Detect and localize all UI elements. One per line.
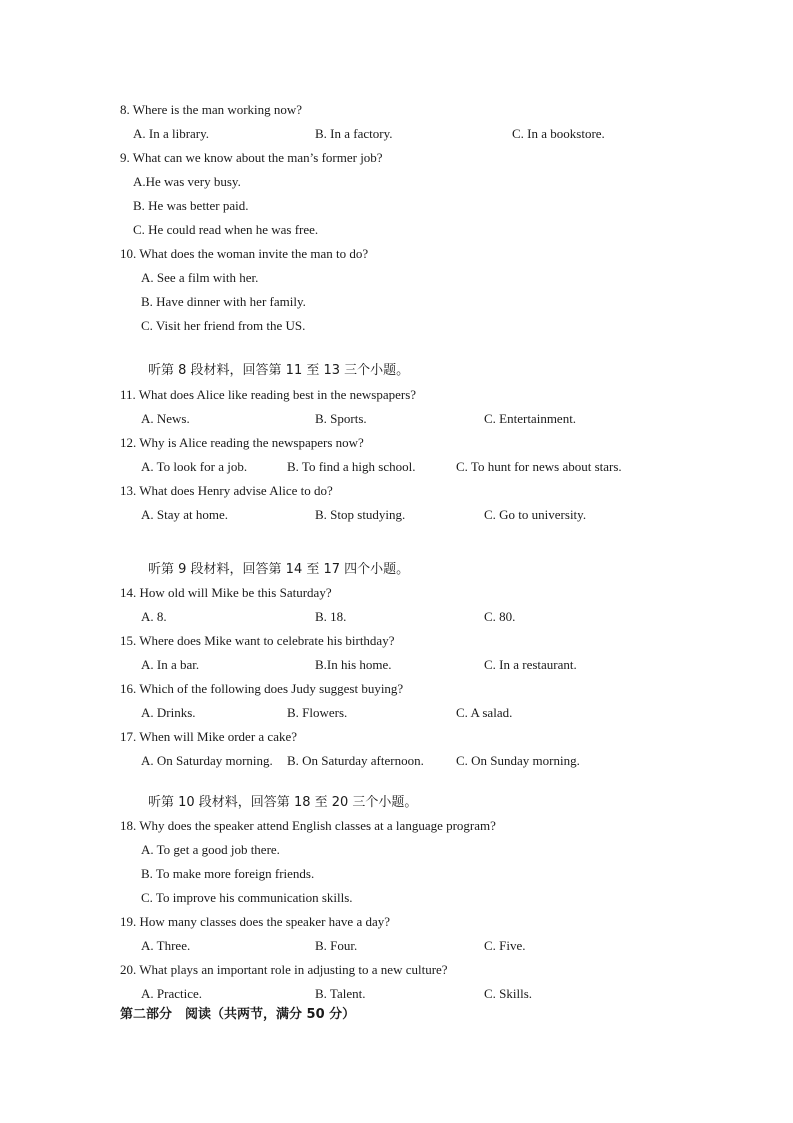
q13-option-a: A. Stay at home. [141, 507, 229, 522]
q17-option-b: B. On Saturday afternoon. [287, 753, 424, 768]
question-14: 14. How old will Mike be this Saturday? [120, 585, 332, 600]
q10-option-b: B. Have dinner with her family. [141, 294, 306, 309]
section-header-9: 听第 9 段材料，回答第 14 至 17 四个小题。 [148, 562, 410, 577]
q8-option-b: B. In a factory. [315, 126, 393, 141]
q14-option-c: C. 80. [484, 609, 516, 624]
q13-option-b: B. Stop studying. [315, 507, 406, 522]
question-19: 19. How many classes does the speaker have a day? [120, 914, 391, 929]
q18-option-c: C. To improve his communication skills. [141, 890, 353, 905]
q16-option-b: B. Flowers. [287, 705, 348, 720]
question-8: 8. Where is the man working now? [120, 102, 303, 117]
q15-option-a: A. In a bar. [141, 657, 200, 672]
q18-option-a: A. To get a good job there. [141, 842, 280, 857]
question-20: 20. What plays an important role in adjusting to a new culture? [120, 962, 448, 977]
part-two-heading: 第二部分 阅读（共两节，满分 50 分） [120, 1007, 356, 1022]
q10-option-c: C. Visit her friend from the US. [141, 318, 306, 333]
question-17: 17. When will Mike order a cake? [120, 729, 297, 744]
q16-option-a: A. Drinks. [141, 705, 196, 720]
q20-option-c: C. Skills. [484, 986, 533, 1001]
q11-option-a: A. News. [141, 411, 190, 426]
q12-option-c: C. To hunt for news about stars. [456, 459, 622, 474]
q19-option-c: C. Five. [484, 938, 526, 953]
question-9: 9. What can we know about the man’s former job? [120, 150, 383, 165]
q20-option-b: B. Talent. [315, 986, 366, 1001]
q10-option-a: A. See a film with her. [141, 270, 259, 285]
q9-option-a: A.He was very busy. [133, 174, 241, 189]
question-15: 15. Where does Mike want to celebrate his birthday? [120, 633, 395, 648]
q17-option-a: A. On Saturday morning. [141, 753, 273, 768]
q18-option-b: B. To make more foreign friends. [141, 866, 315, 881]
section-header-10: 听第 10 段材料，回答第 18 至 20 三个小题。 [148, 795, 418, 810]
q19-option-a: A. Three. [141, 938, 191, 953]
q19-option-b: B. Four. [315, 938, 358, 953]
question-12: 12. Why is Alice reading the newspapers now? [120, 435, 364, 450]
q8-option-a: A. In a library. [133, 126, 210, 141]
q13-option-c: C. Go to university. [484, 507, 587, 522]
question-16: 16. Which of the following does Judy suggest buying? [120, 681, 404, 696]
q14-option-b: B. 18. [315, 609, 347, 624]
question-18: 18. Why does the speaker attend English classes at a language program? [120, 818, 496, 833]
q9-option-c: C. He could read when he was free. [133, 222, 319, 237]
q11-option-b: B. Sports. [315, 411, 367, 426]
q9-option-b: B. He was better paid. [133, 198, 249, 213]
question-11: 11. What does Alice like reading best in the newspapers? [120, 387, 417, 402]
q14-option-a: A. 8. [141, 609, 167, 624]
q8-option-c: C. In a bookstore. [512, 126, 605, 141]
q17-option-c: C. On Sunday morning. [456, 753, 580, 768]
question-13: 13. What does Henry advise Alice to do? [120, 483, 333, 498]
section-header-8: 听第 8 段材料，回答第 11 至 13 三个小题。 [148, 363, 410, 378]
q16-option-c: C. A salad. [456, 705, 513, 720]
q11-option-c: C. Entertainment. [484, 411, 577, 426]
question-10: 10. What does the woman invite the man to do? [120, 246, 369, 261]
q20-option-a: A. Practice. [141, 986, 203, 1001]
q12-option-a: A. To look for a job. [141, 459, 248, 474]
q15-option-c: C. In a restaurant. [484, 657, 577, 672]
q12-option-b: B. To find a high school. [287, 459, 416, 474]
q15-option-b: B.In his home. [315, 657, 392, 672]
